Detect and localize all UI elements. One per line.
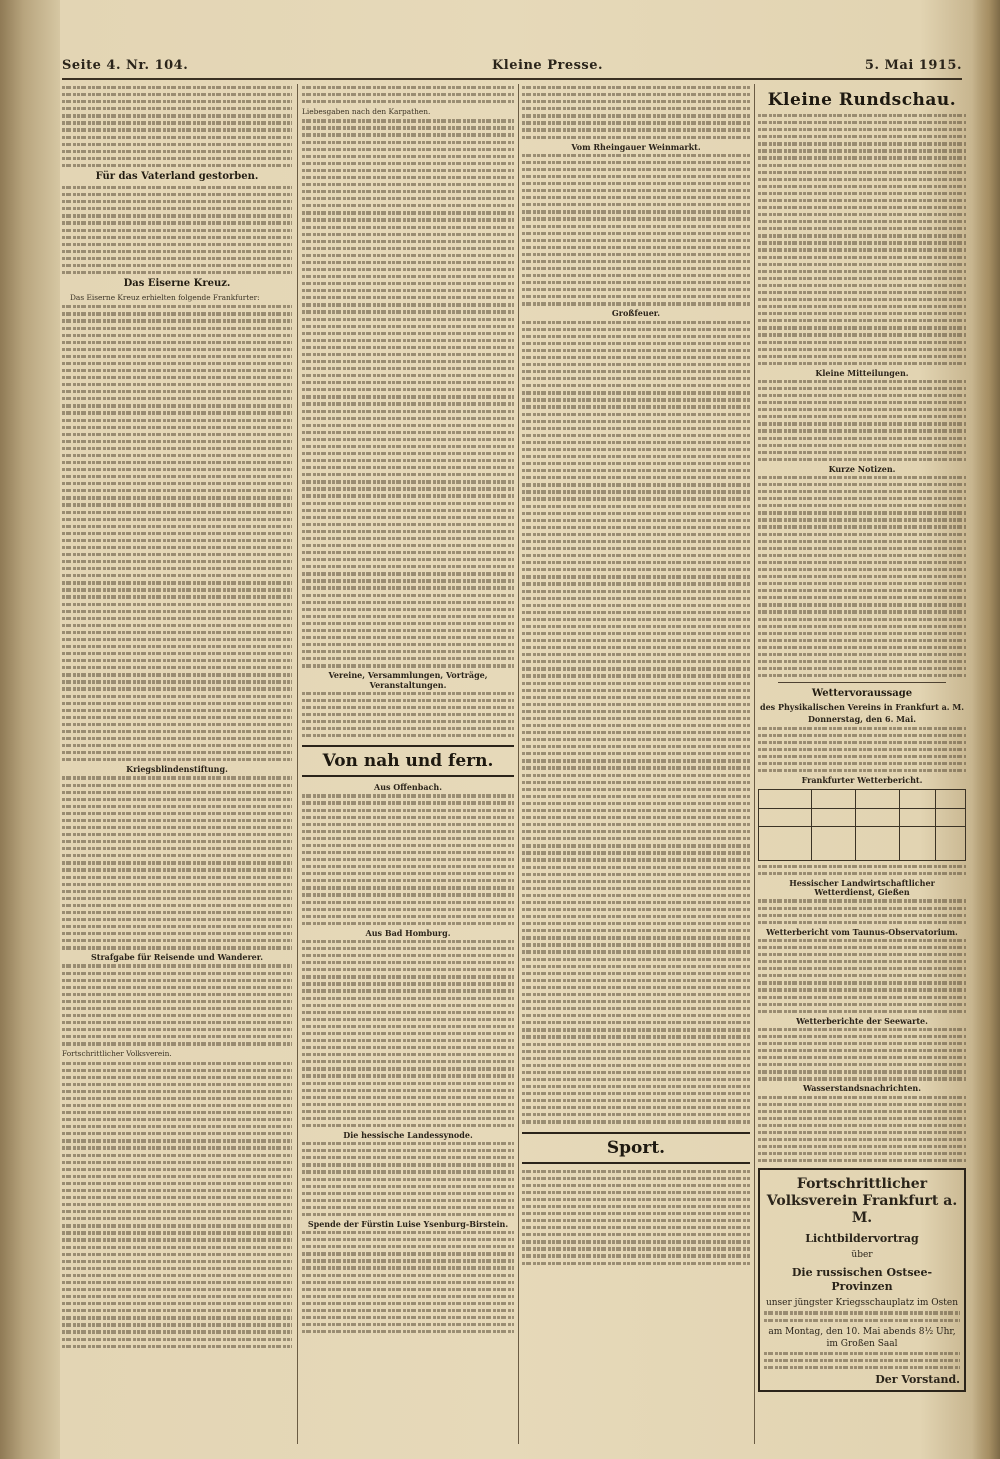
text-block xyxy=(764,1311,960,1321)
text-block xyxy=(302,940,514,1127)
section-heading-synode: Die hessische Landessynode. xyxy=(343,1130,473,1141)
text-block xyxy=(758,865,966,875)
column-divider xyxy=(754,84,755,1444)
page-edge xyxy=(972,0,1000,1459)
text-block xyxy=(302,1231,514,1333)
ad-title: Fortschrittlicher Volksverein Frankfurt a. M. xyxy=(766,1176,958,1227)
text-block xyxy=(62,86,292,167)
text-block xyxy=(522,321,750,1124)
table-rule xyxy=(811,790,812,860)
subheading-offenbach: Aus Offenbach. xyxy=(373,782,442,793)
text-block xyxy=(764,1352,960,1369)
text-block xyxy=(522,1170,750,1265)
masthead-title: Kleine Presse. xyxy=(492,58,604,73)
table-rule xyxy=(855,790,856,860)
section-heading-strafgabe: Strafgabe für Reisende und Wanderer. xyxy=(90,952,264,963)
text-block xyxy=(522,86,750,139)
column-3 xyxy=(522,84,750,1444)
text-block xyxy=(62,776,292,949)
section-heading-notizen: Kurze Notizen. xyxy=(828,463,896,474)
text-block xyxy=(758,727,966,773)
page-header xyxy=(62,58,962,78)
section-heading-vaterland: Für das Vaterland gestorben. xyxy=(95,171,259,183)
wetter-day: Donnerstag, den 6. Mai. xyxy=(807,714,917,725)
text-block xyxy=(62,186,292,274)
text-block xyxy=(62,1062,292,1348)
text-block xyxy=(302,119,514,667)
paragraph-volksverein: Fortschrittlicher Volksverein. xyxy=(62,1049,172,1059)
section-heading-grossfeuer: Großfeuer. xyxy=(611,308,661,319)
table-rule xyxy=(899,790,900,860)
text-block xyxy=(62,964,292,1045)
text-block xyxy=(758,476,966,677)
ad-topic: Die russischen Ostsee-Provinzen xyxy=(791,1266,933,1294)
column-divider xyxy=(297,84,298,1444)
section-title-sport: Sport. xyxy=(522,1132,750,1164)
section-heading-landwirt: Hessischer Landwirtschaftlicher Wetterdienst, Gießen xyxy=(789,878,935,898)
column-4 xyxy=(758,84,966,1444)
text-block xyxy=(758,114,966,365)
text-block xyxy=(302,692,514,738)
wetter-subtitle: des Physikalischen Vereins in Frankfurt a. M. xyxy=(760,702,964,713)
section-title-rundschau: Kleine Rundschau. xyxy=(767,90,957,110)
text-block xyxy=(758,1028,966,1081)
section-heading-wetter: Wettervoraussage xyxy=(811,688,913,700)
text-block xyxy=(758,939,966,1013)
section-heading-kriegsblinden: Kriegsblindenstiftung. xyxy=(126,764,228,775)
table-rule xyxy=(935,790,936,860)
column-1 xyxy=(62,84,292,1444)
section-title-nah-fern: Von nah und fern. xyxy=(302,745,514,777)
subheading-homburg: Aus Bad Homburg. xyxy=(365,927,451,938)
column-2 xyxy=(302,84,514,1444)
section-heading-rheingau: Vom Rheingauer Weinmarkt. xyxy=(571,141,701,152)
advertisement-box xyxy=(758,1168,966,1392)
section-heading-wetterbericht: Frankfurter Wetterbericht. xyxy=(801,775,923,786)
paragraph-liebesgaben: Liebesgaben nach den Karpathen. xyxy=(302,107,431,117)
column-divider xyxy=(518,84,519,1444)
text-block xyxy=(758,380,966,461)
ad-topic-2: unser jüngster Kriegsschauplatz im Osten xyxy=(765,1298,959,1309)
ad-date: am Montag, den 10. Mai abends 8½ Uhr, im Großen Saal xyxy=(768,1326,956,1349)
issue-date: 5. Mai 1915. xyxy=(864,58,962,73)
paragraph: Das Eiserne Kreuz erhielten folgende Frankfurter: xyxy=(70,293,260,303)
text-block xyxy=(758,1096,966,1163)
section-heading-taunus: Wetterbericht vom Taunus-Observatorium. xyxy=(766,926,958,937)
section-heading-kreuz: Das Eiserne Kreuz. xyxy=(123,278,231,290)
section-heading-spende: Spende der Fürstin Luise Ysenburg-Birstein. xyxy=(307,1219,509,1229)
text-block xyxy=(302,794,514,925)
section-heading-seewarte: Wetterberichte der Seewarte. xyxy=(796,1015,928,1026)
section-heading-mitteilungen: Kleine Mitteilungen. xyxy=(815,367,909,378)
divider xyxy=(778,682,946,683)
text-block xyxy=(758,899,966,923)
header-rule xyxy=(62,78,962,80)
page-binding xyxy=(0,0,60,1459)
section-heading-wasser: Wasserstandsnachrichten. xyxy=(802,1083,922,1094)
page-number: Seite 4. Nr. 104. xyxy=(62,58,189,73)
text-block xyxy=(302,86,514,103)
text-block xyxy=(302,1142,514,1216)
ad-vortrag: Lichtbildervortrag xyxy=(805,1232,919,1246)
text-block xyxy=(522,154,750,306)
weather-table xyxy=(758,789,966,861)
section-heading-vereine: Vereine, Versammlungen, Vorträge, Veranstaltungen. xyxy=(328,670,488,690)
ad-signature: Der Vorstand. xyxy=(875,1372,960,1386)
ad-ueber: über xyxy=(851,1250,873,1261)
text-block xyxy=(62,305,292,761)
